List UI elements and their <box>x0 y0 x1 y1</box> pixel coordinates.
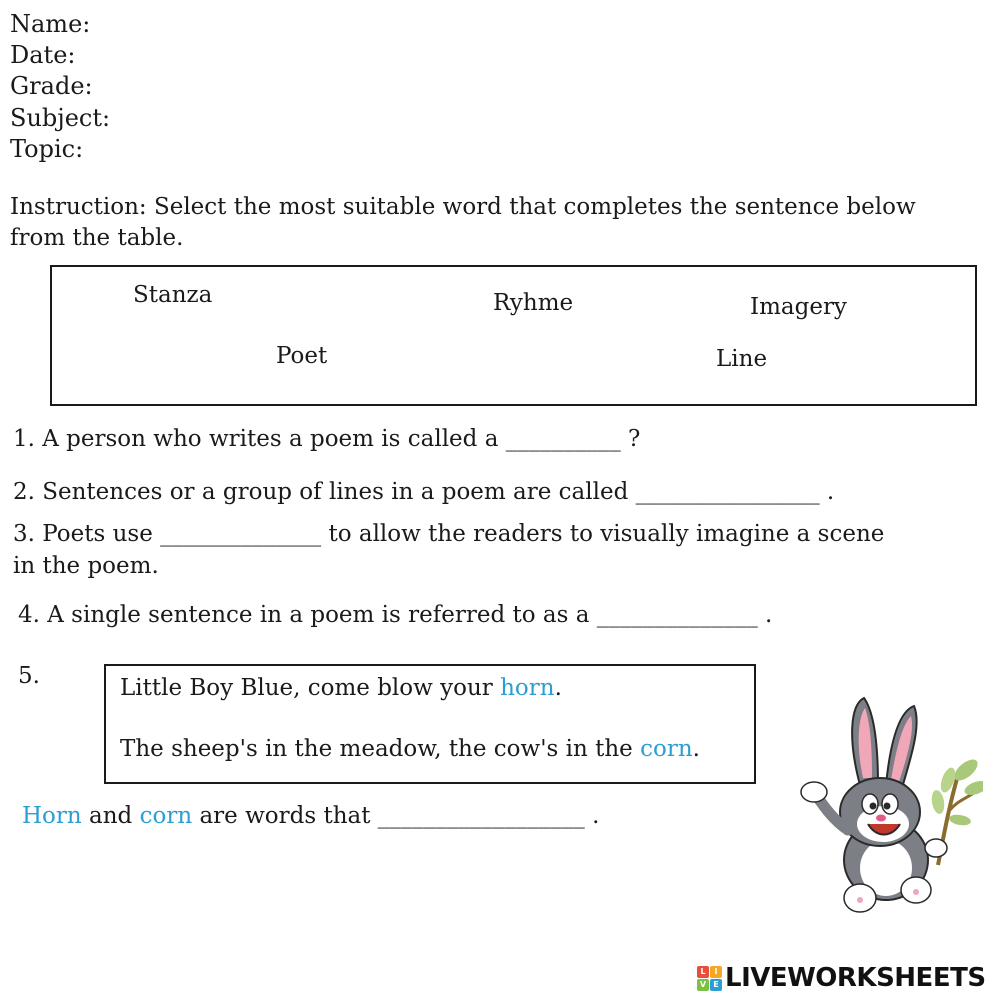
poem-line-2-end: . <box>692 736 700 762</box>
date-label: Date: <box>10 41 76 69</box>
word-bank-line: Line <box>716 346 768 372</box>
instruction-line-2: from the table. <box>10 225 184 251</box>
question-4: 4. A single sentence in a poem is referred to as a ______________ . <box>18 602 773 628</box>
logo-cube-icon <box>697 966 722 991</box>
word-bank-ryhme: Ryhme <box>493 290 574 316</box>
word-bank-poet: Poet <box>276 343 328 369</box>
poem-line-1-end: . <box>554 675 562 701</box>
question-3-line-1: 3. Poets use ______________ to allow the readers to visually imagine a scene <box>13 521 885 547</box>
name-label: Name: <box>10 10 91 38</box>
q5-word-corn: corn <box>139 803 193 829</box>
logo-cube-v: V <box>697 979 709 991</box>
liveworksheets-logo <box>697 962 986 994</box>
q5-word-horn: Horn <box>22 803 82 829</box>
bunny-illustration <box>798 690 983 922</box>
poem-line-2-text: The sheep's in the meadow, the cow's in the <box>120 736 641 762</box>
poem-word-horn: horn <box>500 675 555 701</box>
word-bank-stanza: Stanza <box>133 282 213 308</box>
poem-line-1 <box>120 677 562 700</box>
logo-text: LIVEWORKSHEETS <box>725 963 986 993</box>
question-5-number: 5. <box>18 663 40 689</box>
question-3-line-2: in the poem. <box>13 553 159 579</box>
grade-label: Grade: <box>10 72 93 100</box>
question-5-sentence <box>22 805 599 828</box>
poem-word-corn: corn <box>640 736 693 762</box>
topic-label: Topic: <box>10 135 84 163</box>
subject-label: Subject: <box>10 104 111 132</box>
q5-rest: are words that __________________ . <box>192 803 600 829</box>
logo-cube-l: L <box>697 966 709 978</box>
question-2: 2. Sentences or a group of lines in a poem are called ________________ . <box>13 479 835 505</box>
question-1: 1. A person who writes a poem is called a __________ ? <box>13 426 641 452</box>
q5-and: and <box>81 803 140 829</box>
logo-cube-i: I <box>710 966 722 978</box>
logo-cube-e: E <box>710 979 722 991</box>
instruction-line-1: Instruction: Select the most suitable word that completes the sentence below <box>10 194 916 220</box>
word-bank-imagery: Imagery <box>750 294 847 320</box>
poem-line-2 <box>120 738 700 761</box>
poem-line-1-text: Little Boy Blue, come blow your <box>120 675 501 701</box>
